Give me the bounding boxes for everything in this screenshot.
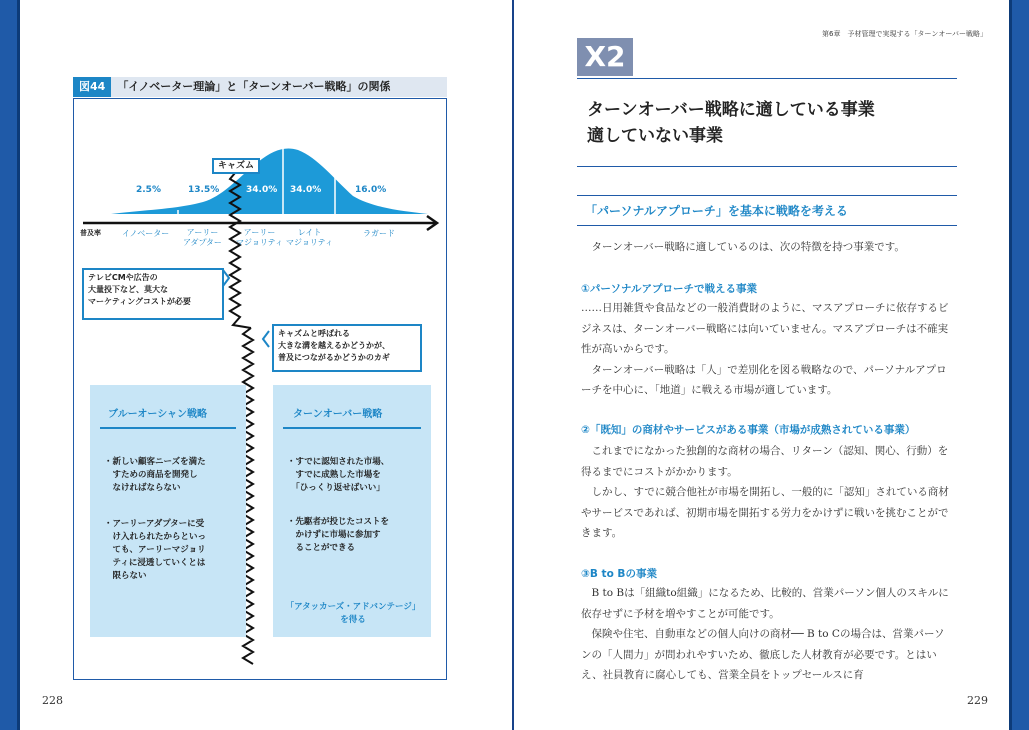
right-edge-line xyxy=(1009,0,1012,730)
segment-early-majority: アーリー マジョリティ xyxy=(236,228,284,247)
segment-early-adopters: アーリー アダプター xyxy=(183,228,222,247)
section-3-text: B to Bは「組織to組織」になるため、比較的、営業パーソン個人のスキルに依存せずに予材を増やすことが可能です。 保険や住宅、自動車などの個人向けの商材── B to Cの場合は、営業パーソンの「人間力」が問われやすいため、徹底した人材教育が必要です。とはいえ、社員教育に腐心しても、営業全員をトップセールスに育 xyxy=(581,587,949,681)
turnover-underline xyxy=(283,427,421,429)
segment-laggards: ラガード xyxy=(363,229,395,238)
pct-laggards: 16.0% xyxy=(355,185,387,195)
subheading: 「パーソナルアプローチ」を基本に戦略を考える xyxy=(585,204,848,218)
callout-arrow xyxy=(263,331,269,347)
section-2-text: これまでになかった独創的な商材の場合、リターン（認知、関心、行動）を得るまでにコストがかかります。 しかし、すでに競合他社が市場を開拓し、一般的に「認知」されている商材やサービスであれば、初期市場を開拓する労力をかけずに戦いを挑むことができます。 xyxy=(581,445,949,539)
turnover-title: ターンオーバー戦略 xyxy=(293,409,383,420)
axis-label: 普及率 xyxy=(80,229,101,237)
pct-late-majority: 34.0% xyxy=(290,185,322,195)
right-edge-band xyxy=(1012,0,1029,730)
callout-marketing-cost: テレビCMや広告の 大量投下など、莫大な マーケティングコストが必要 xyxy=(82,268,224,320)
section-1-title: ①パーソナルアプローチで戦える事業 xyxy=(581,283,757,295)
adoption-curve xyxy=(111,149,428,215)
page-number-left: 228 xyxy=(42,694,63,707)
heading-bottom-rule xyxy=(577,166,957,167)
section-3-title: ③B to Bの事業 xyxy=(581,568,657,580)
page-number-right: 229 xyxy=(967,694,988,707)
left-edge-line xyxy=(17,0,20,730)
heading-top-rule xyxy=(577,78,957,79)
pct-early-majority: 34.0% xyxy=(246,185,278,195)
running-header: 第6章 予材管理で実現する「ターンオーバー戦略」 xyxy=(822,30,987,38)
chasm-label: キャズム xyxy=(212,158,260,174)
blue-ocean-bullet: ・アーリーアダプターに受 け入れられたからといっ ても、アーリーマジョリ ティに浸透していくとは 限らない xyxy=(104,519,207,581)
pct-early-adopters: 13.5% xyxy=(188,185,220,195)
page-gutter xyxy=(512,0,514,730)
figure-title-bar xyxy=(73,77,447,97)
blue-ocean-underline xyxy=(100,427,236,429)
section-1-text: ……日用雑貨や食品などの一般消費財のように、マスアプローチに依存するビジネスは、ターンオーバー戦略には向いていません。マスアプローチは不確実性が高いからです。 ターンオーバー戦略は「人」で差別化を図る戦略なので、パーソナルアプローチを中心に、「地道」に戦える市場が適しています。 xyxy=(581,302,949,396)
pct-innovators: 2.5% xyxy=(136,185,161,195)
turnover-bullet: ・すでに認知された市場、 すでに成熟した市場を 「ひっくり返せばいい」 xyxy=(287,457,390,493)
figure-number: 図44 xyxy=(73,77,111,97)
section-2-title: ②「既知」の商材やサービスがある事業（市場が成熟されている事業） xyxy=(581,424,916,436)
figure-title: 「イノベーター理論」と「ターンオーバー戦略」の関係 xyxy=(117,80,391,93)
blue-ocean-panel xyxy=(90,385,246,637)
attackers-advantage: 「アタッカーズ・アドバンテージ」 を得る xyxy=(285,602,421,625)
turnover-panel xyxy=(273,385,431,637)
intro-paragraph: ターンオーバー戦略に適しているのは、次の特徴を持つ事業です。 xyxy=(581,241,905,253)
blue-ocean-bullet: ・新しい顧客ニーズを満た すための商品を開発し なければならない xyxy=(104,457,206,493)
segment-innovators: イノベーター xyxy=(122,229,170,238)
left-edge-band xyxy=(0,0,17,730)
turnover-bullet: ・先駆者が投じたコストを かけずに市場に参加す ることができる xyxy=(287,517,390,553)
callout-chasm: キャズムと呼ばれる 大きな溝を越えるかどうかが、 普及につながるかどうかのカギ xyxy=(272,324,422,372)
blue-ocean-title: ブルーオーシャン戦略 xyxy=(108,409,207,420)
section-heading: ターンオーバー戦略に適している事業 適していない事業 xyxy=(587,100,875,146)
segment-late-majority: レイト マジョリティ xyxy=(286,228,334,247)
chapter-badge: X2 xyxy=(577,38,633,76)
